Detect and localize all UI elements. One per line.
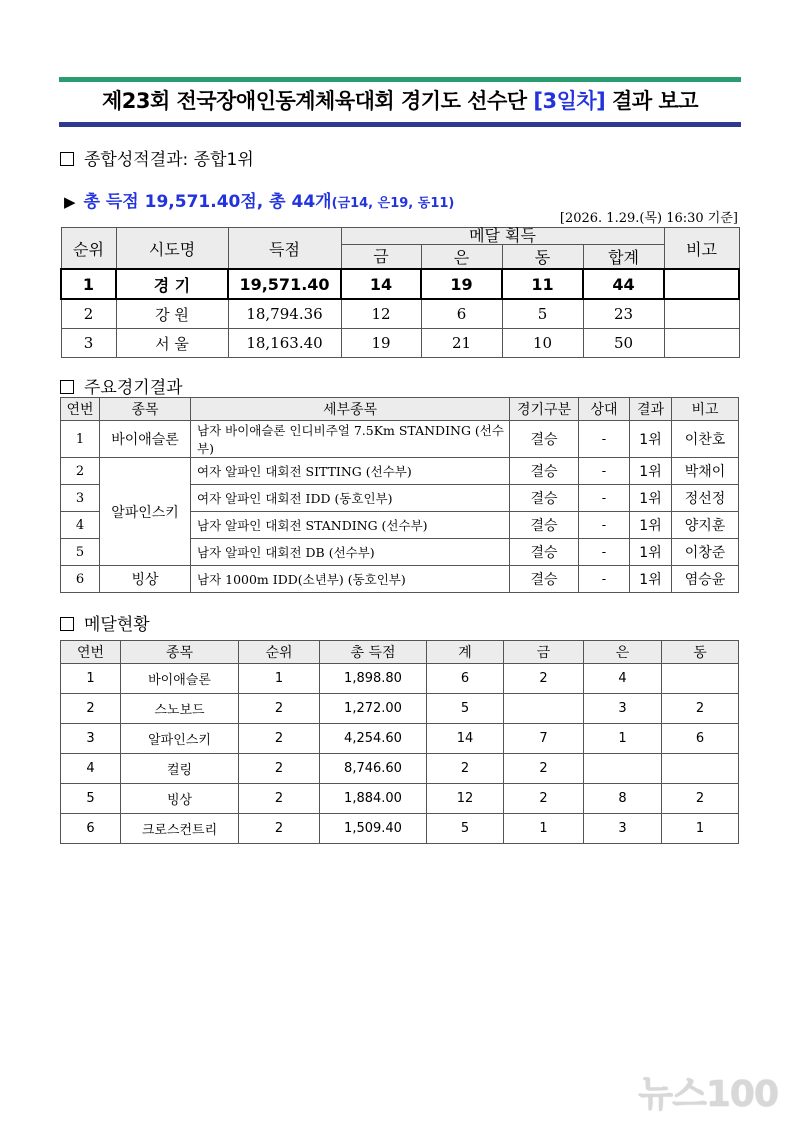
cell-rank: 3 [61, 329, 116, 358]
checkbox-square-icon [60, 380, 74, 394]
cell-opponent: - [579, 566, 630, 593]
cell-no: 1 [61, 421, 100, 458]
ranking-header-row [61, 228, 739, 245]
table-row [61, 664, 739, 694]
cell-event: 여자 알파인 대회전 SITTING (선수부) [191, 458, 510, 485]
cell-bronze [662, 664, 739, 694]
header-note: 비고 [664, 228, 739, 270]
header-gold: 금 [341, 245, 421, 270]
watermark-logo: 뉴스100 [638, 1074, 778, 1115]
cell-silver [584, 754, 662, 784]
cell-rank: 2 [239, 694, 320, 724]
cell-no: 5 [61, 784, 121, 814]
cell-note: 양지훈 [672, 512, 739, 539]
cell-type: 결승 [510, 485, 579, 512]
cell-event: 남자 알파인 대회전 DB (선수부) [191, 539, 510, 566]
cell-opponent: - [579, 539, 630, 566]
header-silver: 은 [584, 641, 662, 664]
header-bronze: 동 [662, 641, 739, 664]
cell-no: 2 [61, 694, 121, 724]
summary-main: 총 득점 19,571.40점, 총 44개 [83, 192, 332, 212]
cell-silver: 19 [421, 269, 502, 299]
header-sport: 종목 [100, 398, 191, 421]
cell-sport: 바이애슬론 [121, 664, 239, 694]
table-row [61, 299, 739, 329]
cell-note: 박채이 [672, 458, 739, 485]
cell-rank: 2 [239, 814, 320, 844]
table-row [61, 784, 739, 814]
page-title [59, 82, 741, 120]
header-score: 득점 [228, 228, 341, 270]
cell-region: 강 원 [116, 299, 228, 329]
table-row [61, 724, 739, 754]
cell-result: 1위 [630, 566, 672, 593]
header-sport: 종목 [121, 641, 239, 664]
cell-silver: 6 [421, 299, 502, 329]
cell-bronze: 10 [502, 329, 583, 358]
cell-opponent: - [579, 458, 630, 485]
cell-no: 3 [61, 724, 121, 754]
cell-region: 경 기 [116, 269, 228, 299]
cell-region: 서 울 [116, 329, 228, 358]
cell-type: 결승 [510, 512, 579, 539]
cell-score: 18,794.36 [228, 299, 341, 329]
header-no: 연번 [61, 641, 121, 664]
cell-rank: 2 [61, 299, 116, 329]
cell-bronze: 6 [662, 724, 739, 754]
cell-no: 3 [61, 485, 100, 512]
cell-score: 1,272.00 [320, 694, 427, 724]
header-total: 합계 [583, 245, 664, 270]
cell-silver: 1 [584, 724, 662, 754]
checkbox-square-icon [60, 152, 74, 166]
cell-opponent: - [579, 485, 630, 512]
ranking-table [60, 227, 740, 358]
cell-event: 남자 1000m IDD(소년부) (동호인부) [191, 566, 510, 593]
medals-table [60, 640, 739, 844]
cell-bronze: 5 [502, 299, 583, 329]
cell-bronze: 2 [662, 694, 739, 724]
table-row [61, 694, 739, 724]
header-opponent: 상대 [579, 398, 630, 421]
cell-gold: 1 [504, 814, 584, 844]
cell-rank: 1 [61, 269, 116, 299]
section-results-label: 주요경기결과 [84, 378, 183, 398]
header-region: 시도명 [116, 228, 228, 270]
cell-total: 6 [427, 664, 504, 694]
cell-score: 4,254.60 [320, 724, 427, 754]
cell-sport: 알파인스키 [121, 724, 239, 754]
cell-result: 1위 [630, 539, 672, 566]
cell-gold: 7 [504, 724, 584, 754]
table-row [61, 814, 739, 844]
cell-score: 19,571.40 [228, 269, 341, 299]
results-header-row [61, 398, 739, 421]
header-rank: 순위 [61, 228, 116, 270]
cell-total: 44 [583, 269, 664, 299]
table-row [61, 566, 739, 593]
header-silver: 은 [421, 245, 502, 270]
section-results [60, 373, 183, 398]
cell-score: 8,746.60 [320, 754, 427, 784]
cell-silver: 4 [584, 664, 662, 694]
cell-gold: 19 [341, 329, 421, 358]
cell-sport: 크로스컨트리 [121, 814, 239, 844]
cell-silver: 8 [584, 784, 662, 814]
cell-total: 2 [427, 754, 504, 784]
cell-sport: 빙상 [100, 566, 191, 593]
cell-note: 정선정 [672, 485, 739, 512]
cell-result: 1위 [630, 421, 672, 458]
cell-result: 1위 [630, 458, 672, 485]
header-gold: 금 [504, 641, 584, 664]
header-type: 경기구분 [510, 398, 579, 421]
title-text-after: 결과 보고 [605, 89, 699, 113]
cell-no: 2 [61, 458, 100, 485]
cell-sport: 스노보드 [121, 694, 239, 724]
cell-no: 1 [61, 664, 121, 694]
cell-rank: 1 [239, 664, 320, 694]
header-event: 세부종목 [191, 398, 510, 421]
cell-note [664, 299, 739, 329]
cell-no: 6 [61, 814, 121, 844]
cell-total: 5 [427, 814, 504, 844]
cell-type: 결승 [510, 539, 579, 566]
cell-gold [504, 694, 584, 724]
cell-note [664, 269, 739, 299]
table-row [61, 329, 739, 358]
title-block [59, 77, 741, 127]
cell-rank: 2 [239, 724, 320, 754]
cell-note [664, 329, 739, 358]
cell-no: 4 [61, 754, 121, 784]
cell-result: 1위 [630, 512, 672, 539]
cell-sport: 빙상 [121, 784, 239, 814]
cell-note: 이찬호 [672, 421, 739, 458]
cell-total: 12 [427, 784, 504, 814]
results-table [60, 397, 739, 593]
cell-bronze: 1 [662, 814, 739, 844]
cell-bronze [662, 754, 739, 784]
section-overall-label: 종합성적결과: 종합1위 [84, 150, 254, 170]
header-score: 총 득점 [320, 641, 427, 664]
score-summary [64, 187, 454, 212]
header-rank: 순위 [239, 641, 320, 664]
cell-score: 1,509.40 [320, 814, 427, 844]
cell-gold: 12 [341, 299, 421, 329]
cell-rank: 2 [239, 754, 320, 784]
cell-silver: 3 [584, 814, 662, 844]
table-row [61, 269, 739, 299]
cell-gold: 2 [504, 664, 584, 694]
cell-bronze: 11 [502, 269, 583, 299]
cell-no: 5 [61, 539, 100, 566]
header-result: 결과 [630, 398, 672, 421]
cell-event: 여자 알파인 대회전 IDD (동호인부) [191, 485, 510, 512]
cell-sport: 바이애슬론 [100, 421, 191, 458]
title-bottom-bar [59, 122, 741, 127]
as-of-timestamp: [2026. 1.29.(목) 16:30 기준] [559, 211, 738, 226]
cell-score: 1,898.80 [320, 664, 427, 694]
header-note: 비고 [672, 398, 739, 421]
cell-gold: 2 [504, 754, 584, 784]
summary-detail: (금14, 은19, 동11) [331, 196, 455, 211]
section-medals [60, 610, 150, 635]
cell-rank: 2 [239, 784, 320, 814]
cell-note: 이창준 [672, 539, 739, 566]
cell-silver: 3 [584, 694, 662, 724]
table-row [61, 754, 739, 784]
cell-opponent: - [579, 512, 630, 539]
header-total: 계 [427, 641, 504, 664]
cell-score: 18,163.40 [228, 329, 341, 358]
header-bronze: 동 [502, 245, 583, 270]
cell-sport: 컬링 [121, 754, 239, 784]
header-no: 연번 [61, 398, 100, 421]
title-text-before: 제23회 전국장애인동계체육대회 경기도 선수단 [101, 89, 534, 113]
cell-type: 결승 [510, 566, 579, 593]
cell-total: 14 [427, 724, 504, 754]
table-row [61, 458, 739, 485]
section-medals-label: 메달현황 [84, 615, 150, 635]
cell-result: 1위 [630, 485, 672, 512]
cell-total: 5 [427, 694, 504, 724]
cell-gold: 14 [341, 269, 421, 299]
header-medal: 메달 획득 [341, 228, 664, 245]
cell-gold: 2 [504, 784, 584, 814]
cell-no: 6 [61, 566, 100, 593]
cell-bronze: 2 [662, 784, 739, 814]
cell-silver: 21 [421, 329, 502, 358]
cell-type: 결승 [510, 458, 579, 485]
section-overall [60, 145, 254, 170]
checkbox-square-icon [60, 617, 74, 631]
cell-score: 1,884.00 [320, 784, 427, 814]
cell-no: 4 [61, 512, 100, 539]
cell-note: 염승윤 [672, 566, 739, 593]
cell-sport: 알파인스키 [100, 458, 191, 566]
table-row [61, 421, 739, 458]
cell-event: 남자 바이애슬론 인디비주얼 7.5Km STANDING (선수부) [191, 421, 510, 458]
cell-total: 50 [583, 329, 664, 358]
cell-total: 23 [583, 299, 664, 329]
cell-type: 결승 [510, 421, 579, 458]
medals-header-row [61, 641, 739, 664]
cell-event: 남자 알파인 대회전 STANDING (선수부) [191, 512, 510, 539]
title-highlight: [3일차] [533, 89, 606, 113]
cell-opponent: - [579, 421, 630, 458]
triangle-right-icon: ▶ [64, 193, 76, 211]
